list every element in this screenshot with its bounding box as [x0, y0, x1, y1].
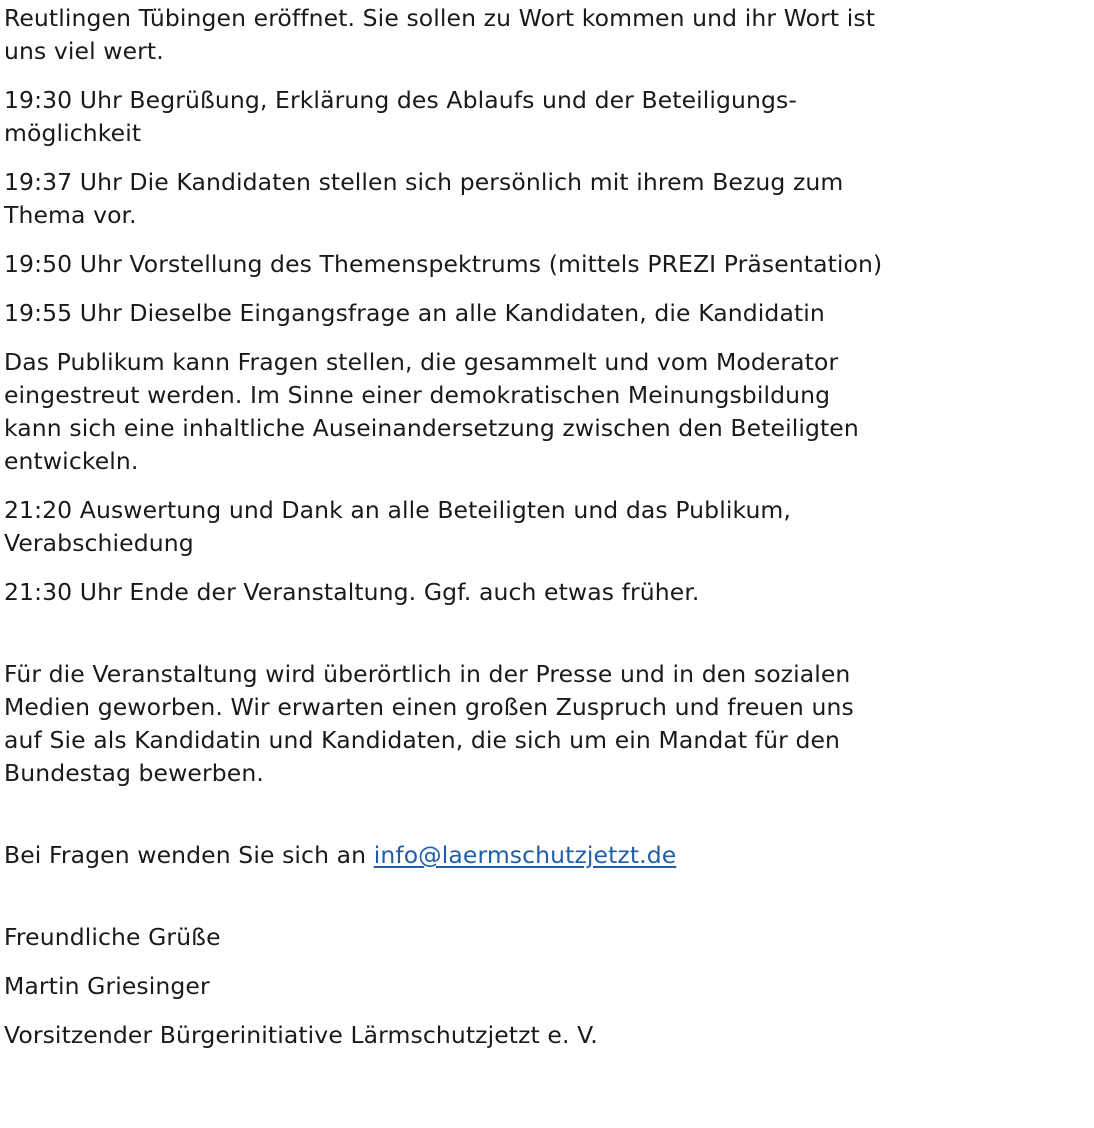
- schedule-item-2120: [4, 494, 1084, 560]
- text-line: entwickeln.: [4, 447, 139, 475]
- text-line: auf Sie als Kandidatin und Kandidaten, die sich um ein Mandat für den: [4, 726, 841, 754]
- schedule-item-1930: [4, 84, 1084, 150]
- greeting: Freundliche Grüße: [4, 923, 221, 951]
- text-line: Für die Veranstaltung wird überörtlich in der Presse und in den sozialen: [4, 660, 851, 688]
- text-line: Bundestag bewerben.: [4, 759, 264, 787]
- email-body: [4, 2, 1084, 1068]
- text-line: 19:37 Uhr Die Kandidaten stellen sich persönlich mit ihrem Bezug zum: [4, 168, 844, 196]
- schedule-item-1937: [4, 166, 1084, 232]
- blank-line: [4, 806, 1084, 839]
- text-line: 19:30 Uhr Begrüßung, Erklärung des Ablaufs und der Beteiligungs-: [4, 86, 797, 114]
- text-line: Verabschiedung: [4, 529, 194, 557]
- text-line: Reutlingen Tübingen eröffnet. Sie sollen zu Wort kommen und ihr Wort ist: [4, 4, 876, 32]
- text-line: 19:50 Uhr Vorstellung des Themenspektrums (mittels PREZI Präsentation): [4, 250, 883, 278]
- intro-paragraph: [4, 2, 1084, 68]
- text-line: möglichkeit: [4, 119, 142, 147]
- contact-prefix: Bei Fragen wenden Sie sich an: [4, 841, 374, 869]
- signer-title: Vorsitzender Bürgerinitiative Lärmschutzjetzt e. V.: [4, 1021, 598, 1049]
- schedule-item-1950: [4, 248, 1084, 281]
- blank-line: [4, 625, 1084, 658]
- schedule-item-1955: [4, 297, 1084, 330]
- text-line: Das Publikum kann Fragen stellen, die gesammelt und vom Moderator: [4, 348, 839, 376]
- promotion-paragraph: [4, 658, 1084, 790]
- text-line: kann sich eine inhaltliche Auseinandersetzung zwischen den Beteiligten: [4, 414, 859, 442]
- signer-name: Martin Griesinger: [4, 972, 210, 1000]
- text-line: Medien geworben. Wir erwarten einen großen Zuspruch und freuen uns: [4, 693, 854, 721]
- email-link[interactable]: info@laermschutzjetzt.de: [373, 841, 677, 869]
- text-line: eingestreut werden. Im Sinne einer demokratischen Meinungsbildung: [4, 381, 831, 409]
- text-line: Thema vor.: [4, 201, 137, 229]
- blank-line: [4, 888, 1084, 921]
- text-line: 21:20 Auswertung und Dank an alle Beteiligten und das Publikum,: [4, 496, 791, 524]
- text-line: 19:55 Uhr Dieselbe Eingangsfrage an alle Kandidaten, die Kandidatin: [4, 299, 825, 327]
- text-line: uns viel wert.: [4, 37, 164, 65]
- schedule-item-2130: [4, 576, 1084, 609]
- audience-questions-paragraph: [4, 346, 1084, 478]
- text-line: 21:30 Uhr Ende der Veranstaltung. Ggf. auch etwas früher.: [4, 578, 700, 606]
- contact-paragraph: [4, 839, 1084, 872]
